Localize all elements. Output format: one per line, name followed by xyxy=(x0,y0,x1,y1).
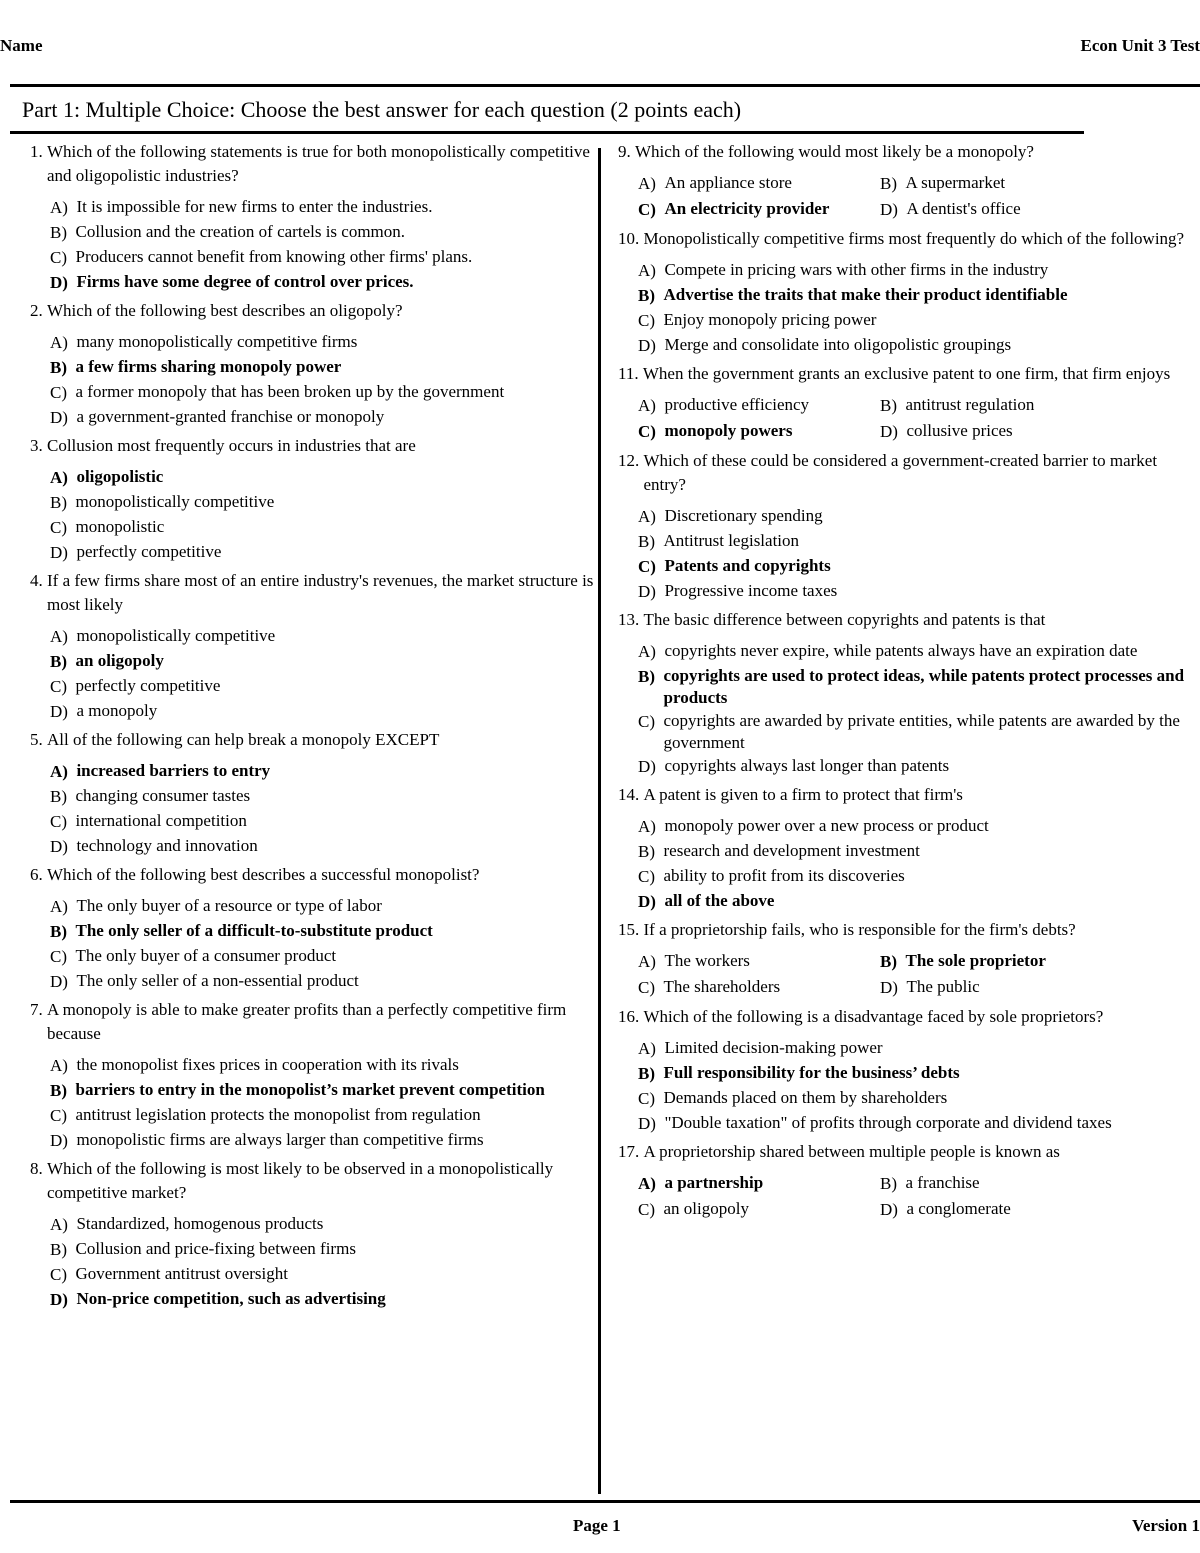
option-label: D) xyxy=(50,972,68,991)
option-label: B) xyxy=(638,532,655,551)
option-label: A) xyxy=(638,507,656,526)
question-number: 11. xyxy=(618,364,639,383)
answer-option xyxy=(50,784,595,809)
option-text: Collusion and the creation of cartels is common. xyxy=(75,222,406,241)
question-text: Which of the following would most likely be a monopoly? xyxy=(635,142,1034,161)
answer-option xyxy=(638,171,880,197)
part-title-rule xyxy=(10,131,1084,134)
answer-option xyxy=(880,171,1196,197)
option-label: B) xyxy=(50,1081,67,1100)
option-text: technology and innovation xyxy=(76,836,258,855)
answer-option xyxy=(50,944,595,969)
question-number: 17. xyxy=(618,1142,640,1161)
option-label: B) xyxy=(50,652,67,671)
answer-option xyxy=(50,759,595,784)
option-text: Limited decision-making power xyxy=(664,1038,883,1057)
option-label: B) xyxy=(638,667,655,686)
option-label: D) xyxy=(638,582,656,601)
answer-option xyxy=(638,664,1196,709)
answer-option xyxy=(638,639,1196,664)
version-label: Version 1 xyxy=(1132,1516,1200,1535)
option-label: B) xyxy=(50,787,67,806)
answer-option xyxy=(50,1287,595,1312)
answer-option xyxy=(50,649,595,674)
option-text: The only seller of a difficult-to-substitute product xyxy=(75,921,433,940)
question-4 xyxy=(30,569,595,724)
option-label: D) xyxy=(880,200,898,219)
option-text: Firms have some degree of control over prices. xyxy=(76,272,414,291)
option-label: B) xyxy=(638,1064,655,1083)
question-number: 3. xyxy=(30,436,43,455)
option-text: Full responsibility for the business’ debts xyxy=(663,1063,960,1082)
name-label: Name xyxy=(0,36,43,55)
option-text: The workers xyxy=(664,951,750,970)
option-label: B) xyxy=(50,493,67,512)
option-label: A) xyxy=(50,1215,68,1234)
option-text: productive efficiency xyxy=(664,395,810,414)
option-text: monopolistic firms are always larger than competitive firms xyxy=(76,1130,484,1149)
column-divider xyxy=(598,148,601,1494)
answer-option xyxy=(50,1103,595,1128)
answer-option xyxy=(50,809,595,834)
option-text: The only buyer of a resource or type of labor xyxy=(76,896,382,915)
option-label: A) xyxy=(638,817,656,836)
question-text: Which of the following best describes an oligopoly? xyxy=(47,301,403,320)
question-text: A proprietorship shared between multiple people is known as xyxy=(643,1142,1060,1161)
option-text: increased barriers to entry xyxy=(76,761,271,780)
answer-option xyxy=(638,814,1196,839)
answer-option xyxy=(50,674,595,699)
answer-option xyxy=(50,1262,595,1287)
option-text: The only buyer of a consumer product xyxy=(75,946,337,965)
answer-option xyxy=(50,490,595,515)
option-label: C) xyxy=(50,677,67,696)
option-text: perfectly competitive xyxy=(75,676,221,695)
option-label: B) xyxy=(50,1240,67,1259)
answer-option xyxy=(50,1053,595,1078)
option-text: all of the above xyxy=(664,891,775,910)
option-label: D) xyxy=(50,1131,68,1150)
answer-option xyxy=(50,195,595,220)
left-question-column xyxy=(30,140,595,1316)
answer-option xyxy=(50,245,595,270)
answer-option xyxy=(638,529,1196,554)
answer-option xyxy=(50,380,595,405)
answer-option xyxy=(50,624,595,649)
option-text: an oligopoly xyxy=(663,1199,749,1218)
option-text: ability to profit from its discoveries xyxy=(663,866,905,885)
option-text: monopolistically competitive xyxy=(76,626,276,645)
question-number: 8. xyxy=(30,1159,43,1178)
option-text: The shareholders xyxy=(663,977,781,996)
option-label: A) xyxy=(50,333,68,352)
bottom-rule xyxy=(10,1500,1200,1503)
option-label: B) xyxy=(638,842,655,861)
question-2 xyxy=(30,299,595,430)
option-label: D) xyxy=(50,837,68,856)
option-text: monopoly power over a new process or product xyxy=(664,816,989,835)
option-label: B) xyxy=(880,396,897,415)
option-label: A) xyxy=(638,1039,656,1058)
question-15 xyxy=(618,918,1196,1001)
option-text: Compete in pricing wars with other firms in the industry xyxy=(664,260,1049,279)
option-label: B) xyxy=(50,223,67,242)
option-text: Patents and copyrights xyxy=(664,556,831,575)
option-label: A) xyxy=(638,642,656,661)
option-label: A) xyxy=(50,762,68,781)
answer-option xyxy=(638,1061,1196,1086)
question-number: 6. xyxy=(30,865,43,884)
answer-option xyxy=(638,554,1196,579)
question-text: If a few firms share most of an entire industry's revenues, the market structure is most likely xyxy=(47,571,594,614)
option-text: Enjoy monopoly pricing power xyxy=(663,310,877,329)
option-label: C) xyxy=(638,1089,655,1108)
answer-option xyxy=(50,465,595,490)
option-label: D) xyxy=(880,422,898,441)
answer-option xyxy=(638,709,1196,754)
question-number: 7. xyxy=(30,1000,43,1019)
question-number: 15. xyxy=(618,920,640,939)
answer-option xyxy=(880,197,1196,223)
question-number: 13. xyxy=(618,610,640,629)
option-text: perfectly competitive xyxy=(76,542,222,561)
question-text: Which of the following statements is true for both monopolistically competitive and oligopolistic industries? xyxy=(47,142,590,185)
answer-option xyxy=(50,355,595,380)
option-label: D) xyxy=(50,702,68,721)
option-label: C) xyxy=(638,422,656,441)
answer-option xyxy=(638,1111,1196,1136)
answer-option xyxy=(50,405,595,430)
question-16 xyxy=(618,1005,1196,1136)
option-text: a conglomerate xyxy=(906,1199,1011,1218)
question-number: 2. xyxy=(30,301,43,320)
option-label: D) xyxy=(880,978,898,997)
question-text: Which of the following best describes a successful monopolist? xyxy=(47,865,480,884)
answer-option xyxy=(638,333,1196,358)
option-text: changing consumer tastes xyxy=(75,786,251,805)
answer-option xyxy=(50,515,595,540)
answer-option xyxy=(638,504,1196,529)
option-label: B) xyxy=(50,922,67,941)
option-label: A) xyxy=(50,468,68,487)
answer-option xyxy=(50,834,595,859)
option-label: D) xyxy=(50,543,68,562)
option-text: barriers to entry in the monopolist’s market prevent competition xyxy=(75,1080,545,1099)
answer-option xyxy=(638,579,1196,604)
option-text: monopolistic xyxy=(75,517,165,536)
option-text: research and development investment xyxy=(663,841,920,860)
answer-option xyxy=(638,754,1196,779)
option-label: B) xyxy=(880,1174,897,1193)
question-text: If a proprietorship fails, who is responsible for the firm's debts? xyxy=(643,920,1076,939)
question-17 xyxy=(618,1140,1196,1223)
answer-option xyxy=(638,975,880,1001)
option-label: D) xyxy=(638,757,656,776)
question-text: Which of these could be considered a government-created barrier to market entry? xyxy=(643,451,1158,494)
answer-option xyxy=(880,949,1196,975)
option-text: copyrights never expire, while patents always have an expiration date xyxy=(664,641,1138,660)
question-5 xyxy=(30,728,595,859)
option-label: D) xyxy=(50,273,68,292)
answer-option xyxy=(880,1171,1196,1197)
page-number: Page 1 xyxy=(573,1516,621,1535)
option-label: A) xyxy=(50,1056,68,1075)
answer-option xyxy=(638,393,880,419)
option-label: C) xyxy=(638,978,655,997)
question-6 xyxy=(30,863,595,994)
option-label: A) xyxy=(50,897,68,916)
option-text: a monopoly xyxy=(76,701,158,720)
answer-option xyxy=(880,975,1196,1001)
option-label: D) xyxy=(880,1200,898,1219)
answer-option xyxy=(50,699,595,724)
option-text: the monopolist fixes prices in cooperation with its rivals xyxy=(76,1055,459,1074)
option-text: antitrust legislation protects the monopolist from regulation xyxy=(75,1105,481,1124)
option-text: antitrust regulation xyxy=(905,395,1035,414)
option-text: a government-granted franchise or monopoly xyxy=(76,407,385,426)
option-label: C) xyxy=(50,383,67,402)
option-text: Collusion and price-fixing between firms xyxy=(75,1239,356,1258)
question-14 xyxy=(618,783,1196,914)
answer-option xyxy=(50,330,595,355)
option-text: international competition xyxy=(75,811,247,830)
question-number: 1. xyxy=(30,142,43,161)
option-label: D) xyxy=(50,1290,68,1309)
option-text: An electricity provider xyxy=(664,199,830,218)
answer-option xyxy=(50,1128,595,1153)
option-text: monopolistically competitive xyxy=(75,492,275,511)
option-text: A dentist's office xyxy=(906,199,1021,218)
option-label: A) xyxy=(638,1174,656,1193)
question-number: 16. xyxy=(618,1007,640,1026)
option-label: D) xyxy=(638,892,656,911)
option-text: an oligopoly xyxy=(75,651,164,670)
option-label: C) xyxy=(50,812,67,831)
question-3 xyxy=(30,434,595,565)
option-label: B) xyxy=(880,952,897,971)
option-text: monopoly powers xyxy=(664,421,793,440)
top-rule xyxy=(10,84,1200,87)
option-text: many monopolistically competitive firms xyxy=(76,332,358,351)
option-label: C) xyxy=(50,1106,67,1125)
question-8 xyxy=(30,1157,595,1312)
option-label: C) xyxy=(638,1200,655,1219)
option-text: An appliance store xyxy=(664,173,792,192)
option-label: C) xyxy=(50,1265,67,1284)
answer-option xyxy=(50,919,595,944)
option-text: a franchise xyxy=(905,1173,980,1192)
answer-option xyxy=(638,949,880,975)
option-label: B) xyxy=(50,358,67,377)
option-text: oligopolistic xyxy=(76,467,164,486)
answer-option xyxy=(638,283,1196,308)
answer-option xyxy=(50,540,595,565)
option-label: C) xyxy=(638,200,656,219)
answer-option xyxy=(880,393,1196,419)
option-text: a partnership xyxy=(664,1173,764,1192)
answer-option xyxy=(50,894,595,919)
option-label: A) xyxy=(638,261,656,280)
option-text: a few firms sharing monopoly power xyxy=(75,357,342,376)
option-text: The public xyxy=(906,977,980,996)
right-question-column xyxy=(618,140,1196,1227)
option-text: A supermarket xyxy=(905,173,1006,192)
option-label: D) xyxy=(638,336,656,355)
question-text: Monopolistically competitive firms most frequently do which of the following? xyxy=(643,229,1185,248)
test-title: Econ Unit 3 Test xyxy=(1080,36,1200,55)
question-text: All of the following can help break a monopoly EXCEPT xyxy=(47,730,440,749)
question-9 xyxy=(618,140,1196,223)
option-text: copyrights are used to protect ideas, while patents protect processes and products xyxy=(663,666,1185,707)
answer-option xyxy=(50,1237,595,1262)
answer-option xyxy=(638,308,1196,333)
question-text: When the government grants an exclusive patent to one firm, that firm enjoys xyxy=(642,364,1171,383)
option-text: The sole proprietor xyxy=(905,951,1046,970)
option-text: Producers cannot benefit from knowing other firms' plans. xyxy=(75,247,473,266)
answer-option xyxy=(880,1197,1196,1223)
option-label: C) xyxy=(50,518,67,537)
answer-option xyxy=(638,1036,1196,1061)
question-number: 14. xyxy=(618,785,640,804)
option-text: Standardized, homogenous products xyxy=(76,1214,324,1233)
answer-option xyxy=(638,419,880,445)
option-label: A) xyxy=(638,396,656,415)
option-label: C) xyxy=(638,712,655,731)
question-number: 9. xyxy=(618,142,631,161)
answer-option xyxy=(880,419,1196,445)
option-label: D) xyxy=(50,408,68,427)
option-label: B) xyxy=(880,174,897,193)
option-label: C) xyxy=(638,557,656,576)
part-title: Part 1: Multiple Choice: Choose the best answer for each question (2 points each) xyxy=(22,97,742,122)
question-text: Collusion most frequently occurs in industries that are xyxy=(47,436,416,455)
answer-option xyxy=(638,839,1196,864)
answer-option xyxy=(638,197,880,223)
answer-option xyxy=(50,969,595,994)
option-text: Antitrust legislation xyxy=(663,531,800,550)
answer-option xyxy=(50,1078,595,1103)
answer-option xyxy=(638,1197,880,1223)
answer-option xyxy=(50,220,595,245)
question-number: 10. xyxy=(618,229,640,248)
question-number: 5. xyxy=(30,730,43,749)
answer-option xyxy=(638,1171,880,1197)
question-text: Which of the following is a disadvantage faced by sole proprietors? xyxy=(643,1007,1104,1026)
question-1 xyxy=(30,140,595,295)
answer-option xyxy=(50,1212,595,1237)
question-10 xyxy=(618,227,1196,358)
question-text: Which of the following is most likely to be observed in a monopolistically competitive market? xyxy=(47,1159,554,1202)
option-text: copyrights always last longer than patents xyxy=(664,756,950,775)
option-label: A) xyxy=(638,174,656,193)
option-label: C) xyxy=(638,867,655,886)
option-label: A) xyxy=(638,952,656,971)
answer-option xyxy=(50,270,595,295)
answer-option xyxy=(638,1086,1196,1111)
option-text: Demands placed on them by shareholders xyxy=(663,1088,948,1107)
option-text: Merge and consolidate into oligopolistic groupings xyxy=(664,335,1012,354)
question-text: A patent is given to a firm to protect that firm's xyxy=(643,785,963,804)
question-13 xyxy=(618,608,1196,779)
option-label: C) xyxy=(638,311,655,330)
option-label: D) xyxy=(638,1114,656,1133)
option-text: collusive prices xyxy=(906,421,1013,440)
option-label: C) xyxy=(50,947,67,966)
question-text: A monopoly is able to make greater profits than a perfectly competitive firm because xyxy=(47,1000,567,1043)
option-text: The only seller of a non-essential product xyxy=(76,971,359,990)
question-12 xyxy=(618,449,1196,604)
question-text: The basic difference between copyrights and patents is that xyxy=(643,610,1046,629)
answer-option xyxy=(638,258,1196,283)
option-text: a former monopoly that has been broken up by the government xyxy=(75,382,505,401)
question-number: 12. xyxy=(618,451,640,470)
answer-option xyxy=(638,889,1196,914)
question-7 xyxy=(30,998,595,1153)
option-text: It is impossible for new firms to enter the industries. xyxy=(76,197,433,216)
option-text: Progressive income taxes xyxy=(664,581,838,600)
option-text: Government antitrust oversight xyxy=(75,1264,288,1283)
option-text: "Double taxation" of profits through corporate and dividend taxes xyxy=(664,1113,1112,1132)
question-11 xyxy=(618,362,1196,445)
answer-option xyxy=(638,864,1196,889)
option-text: Non-price competition, such as advertising xyxy=(76,1289,386,1308)
option-label: B) xyxy=(638,286,655,305)
option-label: A) xyxy=(50,627,68,646)
option-label: A) xyxy=(50,198,68,217)
question-number: 4. xyxy=(30,571,43,590)
option-text: Advertise the traits that make their product identifiable xyxy=(663,285,1068,304)
option-label: C) xyxy=(50,248,67,267)
option-text: Discretionary spending xyxy=(664,506,823,525)
option-text: copyrights are awarded by private entities, while patents are awarded by the government xyxy=(663,711,1180,752)
